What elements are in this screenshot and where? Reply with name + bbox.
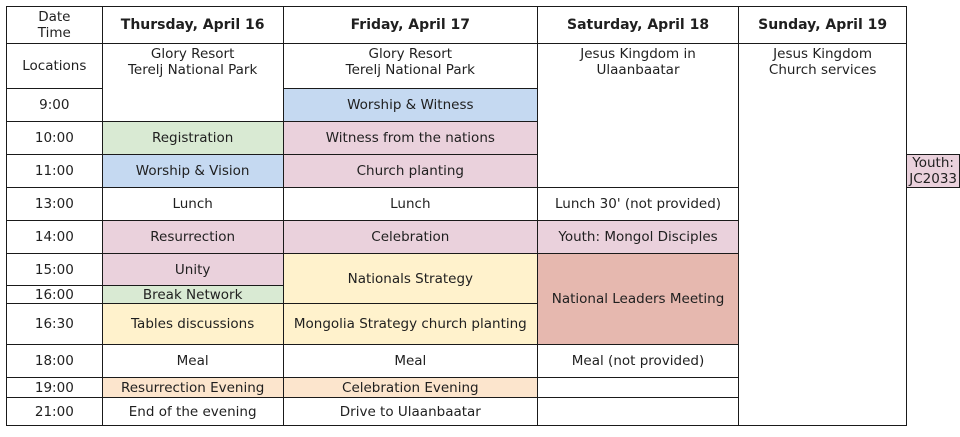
event-sat-1400: Youth: Mongol Disciples (538, 221, 739, 254)
event-fri-2100: Drive to Ulaanbaatar (283, 398, 537, 426)
event-fri-1500: Nationals Strategy (283, 254, 537, 304)
locations-label: Locations (7, 44, 103, 89)
event-sat-1900 (538, 378, 739, 398)
day-header-sunday: Sunday, April 19 (739, 7, 907, 44)
locations-row (7, 44, 960, 89)
event-thu-1500: Unity (102, 254, 283, 286)
time-cell: 14:00 (7, 221, 103, 254)
event-thu-1900: Resurrection Evening (102, 378, 283, 398)
event-thu-1630: Tables discussions (102, 304, 283, 345)
location-friday: Glory Resort Terelj National Park (283, 44, 537, 89)
time-cell: 10:00 (7, 122, 103, 155)
event-sat-2100 (538, 398, 739, 426)
event-sat-1100: Youth: JC2033 (907, 155, 960, 188)
event-thu-1000: Registration (102, 122, 283, 155)
time-cell: 13:00 (7, 188, 103, 221)
event-fri-1900: Celebration Evening (283, 378, 537, 398)
time-cell: 21:00 (7, 398, 103, 426)
event-fri-1000: Witness from the nations (283, 122, 537, 155)
event-thu-1300: Lunch (102, 188, 283, 221)
event-thu-1100: Worship & Vision (102, 155, 283, 188)
event-thu-1400: Resurrection (102, 221, 283, 254)
event-thu-1800: Meal (102, 345, 283, 378)
location-sunday: Jesus Kingdom Church services (739, 44, 907, 426)
time-cell: 16:00 (7, 286, 103, 304)
event-fri-1630: Mongolia Strategy church planting (283, 304, 537, 345)
event-fri-1100: Church planting (283, 155, 537, 188)
event-sat-1300: Lunch 30' (not provided) (538, 188, 739, 221)
time-cell: 11:00 (7, 155, 103, 188)
day-header-saturday: Saturday, April 18 (538, 7, 739, 44)
date-time-header: Date Time (7, 7, 103, 44)
event-sat-1800: Meal (not provided) (538, 345, 739, 378)
event-thu-1600: Break Network (102, 286, 283, 304)
event-fri-1300: Lunch (283, 188, 537, 221)
event-sat-1500: National Leaders Meeting (538, 254, 739, 345)
time-cell: 18:00 (7, 345, 103, 378)
schedule-table (6, 6, 960, 426)
event-fri-1400: Celebration (283, 221, 537, 254)
time-cell: 16:30 (7, 304, 103, 345)
header-row (7, 7, 960, 44)
time-cell: 15:00 (7, 254, 103, 286)
event-fri-0900: Worship & Witness (283, 89, 537, 122)
event-fri-1800: Meal (283, 345, 537, 378)
location-thursday: Glory Resort Terelj National Park (102, 44, 283, 122)
event-thu-2100: End of the evening (102, 398, 283, 426)
time-cell: 19:00 (7, 378, 103, 398)
location-saturday: Jesus Kingdom in Ulaanbaatar (538, 44, 739, 188)
day-header-friday: Friday, April 17 (283, 7, 537, 44)
day-header-thursday: Thursday, April 16 (102, 7, 283, 44)
time-cell: 9:00 (7, 89, 103, 122)
